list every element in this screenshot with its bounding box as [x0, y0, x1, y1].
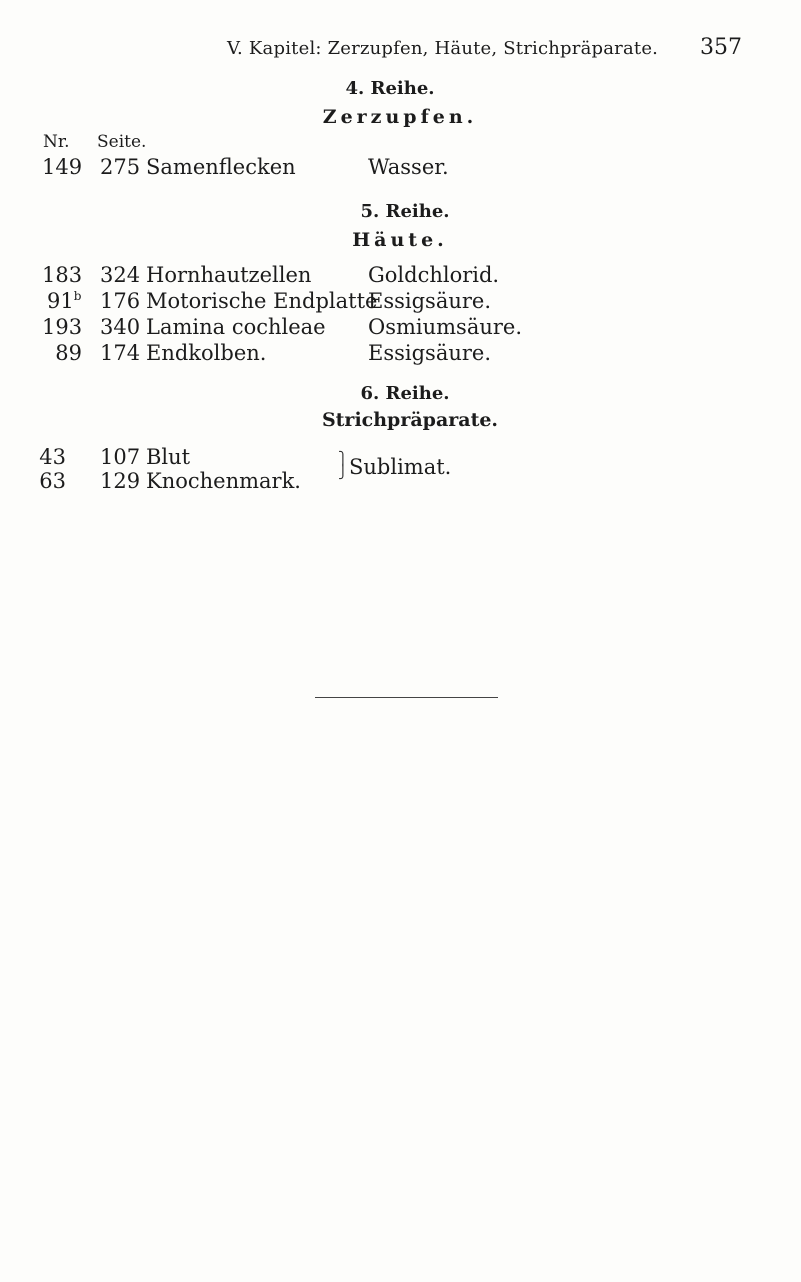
table-row [0, 341, 801, 367]
row-reagent: Essigsäure. [368, 289, 492, 313]
row-object: Blut [146, 445, 191, 469]
table-row [0, 263, 801, 289]
page-number: 357 [700, 35, 742, 60]
row-nr [47, 289, 81, 313]
running-head: V. Kapitel: Zerzupfen, Häute, Strichpräparate. [227, 38, 659, 59]
row-nr: 183 [42, 263, 83, 287]
row-object: Samenflecken [146, 155, 296, 179]
section-4-title: Zerzupfen. [322, 106, 478, 128]
row-nr: 89 [55, 341, 82, 365]
row-reagent: Osmiumsäure. [368, 315, 523, 339]
section-5-title: Häute. [352, 229, 448, 251]
row-nr: 43 [39, 445, 66, 469]
column-header-nr: Nr. [43, 132, 70, 152]
row-object: Hornhautzellen [146, 263, 312, 287]
section-5-series: 5. Reihe. [360, 201, 450, 222]
row-seite: 340 [100, 315, 141, 339]
shared-reagent: Sublimat. [349, 455, 452, 479]
row-seite: 176 [100, 289, 141, 313]
column-header-seite: Seite. [97, 132, 147, 152]
row-nr-value: 91 [47, 289, 74, 313]
section-6-series: 6. Reihe. [360, 383, 450, 404]
row-object: Lamina cochleae [146, 315, 326, 339]
table-row [0, 289, 801, 315]
row-seite: 107 [100, 445, 141, 469]
row-object: Motorische Endplatte [146, 289, 378, 313]
row-nr: 193 [42, 315, 83, 339]
row-object: Knochenmark. [146, 469, 301, 493]
row-seite: 129 [100, 469, 141, 493]
row-reagent: Essigsäure. [368, 341, 492, 365]
row-object: Endkolben. [146, 341, 267, 365]
section-6-title: Strichpräparate. [321, 409, 499, 431]
table-row [0, 155, 801, 181]
section-4-series: 4. Reihe. [345, 78, 435, 99]
row-nr: 149 [42, 155, 83, 179]
table-row [0, 315, 801, 341]
row-nr-sup: b [73, 289, 82, 303]
closing-rule [315, 697, 498, 698]
row-seite: 275 [100, 155, 141, 179]
row-reagent: Goldchlorid. [368, 263, 500, 287]
row-seite: 174 [100, 341, 141, 365]
row-seite: 324 [100, 263, 141, 287]
row-reagent: Wasser. [368, 155, 449, 179]
brace-icon: ⎫ ⎭ [338, 452, 348, 480]
row-nr: 63 [39, 469, 66, 493]
